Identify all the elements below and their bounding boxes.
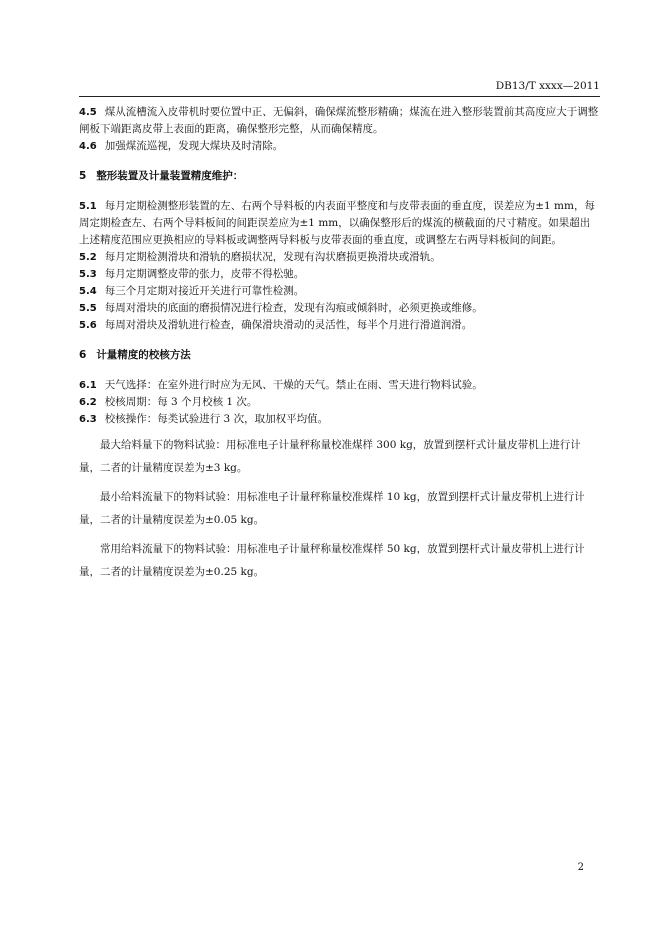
clause-6-3 [79,411,600,428]
clause-number: 6.2 [79,397,97,408]
clause-5-6 [79,317,600,334]
clause-number: 6.3 [79,414,97,425]
clause-text: 每月定期检测整形装置的左、右两个导料板的内表面平整度和与皮带表面的垂直度，误差应为±1 mm，每周定期检查左、右两个导料板间的间距误差应为±1 mm，以确保整形后的煤流的横截面的尺寸精度。如果超出上述精度范围应更换相应的导料板或调整两导料板与皮带表面的垂直度，或调整左右两导料板间的间距。 [79,200,595,246]
clause-text: 加强煤流巡视，发现大煤块及时清除。 [104,140,284,152]
test-common-feed-paragraph: 常用给料流量下的物料试验：用标准电子计量秤称量校准煤样 50 kg，放置到摆杆式计量皮带机上进行计量，二者的计量精度误差为±0.25 kg。 [79,543,585,578]
clause-5-1 [79,198,600,249]
clause-number: 5.4 [79,286,97,297]
clause-text: 每周对滑块及滑轨进行检查，确保滑块滑动的灵活性，每半个月进行滑道润滑。 [104,319,473,331]
section-title: 整形装置及计量装置精度维护： [96,170,244,182]
clause-5-3 [79,266,600,283]
section-title: 计量精度的校核方法 [96,349,191,361]
clause-number: 5.3 [79,269,97,280]
section-5-heading [79,168,600,185]
clause-number: 5.1 [79,201,97,212]
section-number: 5 [79,170,87,182]
clause-number: 6.1 [79,380,97,391]
clause-5-5 [79,300,600,317]
page-number: 2 [577,862,584,873]
clause-text: 每周对滑块的底面的磨损情况进行检查，发现有沟痕或倾斜时，必须更换或维修。 [104,302,483,314]
clause-text: 每月定期调整皮带的张力，皮带不得松驰。 [104,268,305,280]
header-rule [79,96,600,97]
clause-number: 5.6 [79,320,97,331]
clause-6-1 [79,377,600,394]
clause-5-4 [79,283,600,300]
clause-4-5 [79,104,600,138]
clause-5-2 [79,249,600,266]
doc-code-header: DB13/T xxxx—2011 [495,80,600,92]
section-number: 6 [79,349,87,361]
clause-text: 煤从流槽流入皮带机时要位置中正、无偏斜，确保煤流整形精确；煤流在进入整形装置前其高度应大于调整闸板下端距离皮带上表面的距离，确保整形完整，从而确保精度。 [79,106,599,135]
test-max-feed-paragraph: 最大给料量下的物料试验：用标准电子计量秤称量校准煤样 300 kg，放置到摆杆式计量皮带机上进行计量，二者的计量精度误差为±3 kg。 [79,439,581,474]
clause-text: 每三个月定期对接近开关进行可靠性检测。 [104,285,305,297]
clause-number: 5.2 [79,252,97,263]
clause-text: 天气选择：在室外进行时应为无风、干燥的天气。禁止在雨、雪天进行物料试验。 [104,379,483,391]
section-6-heading [79,347,600,364]
clause-text: 每月定期检测滑块和滑轨的磨损状况，发现有沟状磨损更换滑块或滑轨。 [104,251,441,263]
document-body [79,104,600,584]
clause-text: 校核操作：每类试验进行 3 次，取加权平均值。 [104,413,329,425]
clause-4-6 [79,138,600,155]
clause-text: 校核周期：每 3 个月校核 1 次。 [104,396,258,408]
clause-number: 5.5 [79,303,97,314]
test-min-feed-paragraph: 最小给料流量下的物料试验：用标准电子计量秤称量校准煤样 10 kg，放置到摆杆式计量皮带机上进行计量，二者的计量精度误差为±0.05 kg。 [79,491,585,526]
clause-6-2 [79,394,600,411]
clause-number: 4.6 [79,141,97,152]
clause-number: 4.5 [79,107,97,118]
